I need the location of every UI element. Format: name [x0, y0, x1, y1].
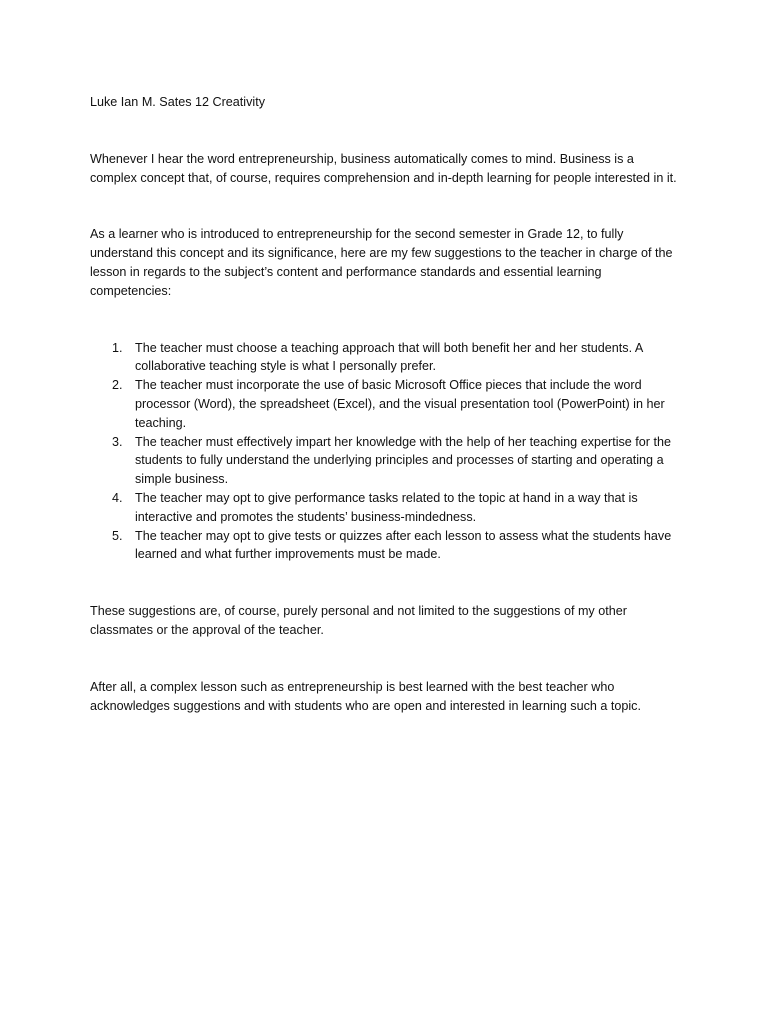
paragraph-disclaimer: These suggestions are, of course, purely personal and not limited to the suggestions of my other classmates or the approval of the teacher.	[90, 604, 627, 637]
list-item-number: 4.	[112, 490, 123, 505]
list-item	[90, 489, 680, 527]
list-item-text: The teacher must choose a teaching approach that will both benefit her and her students. A collaborative teaching style is what I personally prefer.	[135, 340, 643, 374]
list-item	[90, 339, 680, 377]
list-item	[90, 527, 680, 565]
document-body	[90, 93, 680, 753]
list-item-text: The teacher may opt to give tests or quizzes after each lesson to assess what the students have learned and what further improvements must be made.	[135, 528, 672, 562]
list-item-text: The teacher must incorporate the use of basic Microsoft Office pieces that include the word processor (Word), the spreadsheet (Excel), and the visual presentation tool (PowerPoint) in her teaching.	[135, 378, 665, 430]
list-item	[90, 376, 680, 432]
list-item-number: 2.	[112, 378, 123, 393]
suggestions-list	[90, 339, 680, 565]
author-line: Luke Ian M. Sates 12 Creativity	[90, 95, 265, 109]
list-item-number: 5.	[112, 528, 123, 543]
list-item-text: The teacher may opt to give performance tasks related to the topic at hand in a way that is interactive and promotes the students’ business-mindedness.	[135, 490, 638, 524]
paragraph-intro: Whenever I hear the word entrepreneurship, business automatically comes to mind. Business is a complex concept that, of course, requires comprehension and in-depth learning for people interested in it.	[90, 151, 677, 185]
list-item	[90, 433, 680, 489]
list-item-text: The teacher must effectively impart her knowledge with the help of her teaching expertise for the students to fully understand the underlying principles and processes of starting and operating a simple business.	[135, 434, 671, 487]
list-item-number: 3.	[112, 434, 123, 449]
paragraph-conclusion: After all, a complex lesson such as entrepreneurship is best learned with the best teacher who acknowledges suggestions and with students who are open and interested in learning such a topic.	[90, 679, 641, 713]
paragraph-context: As a learner who is introduced to entrepreneurship for the second semester in Grade 12, to fully understand this concept and its significance, here are my few suggestions to the teacher in charge of the lesson in regards to the subject’s content and performance standards and essential learning competencies:	[90, 227, 673, 298]
list-item-number: 1.	[112, 340, 123, 355]
